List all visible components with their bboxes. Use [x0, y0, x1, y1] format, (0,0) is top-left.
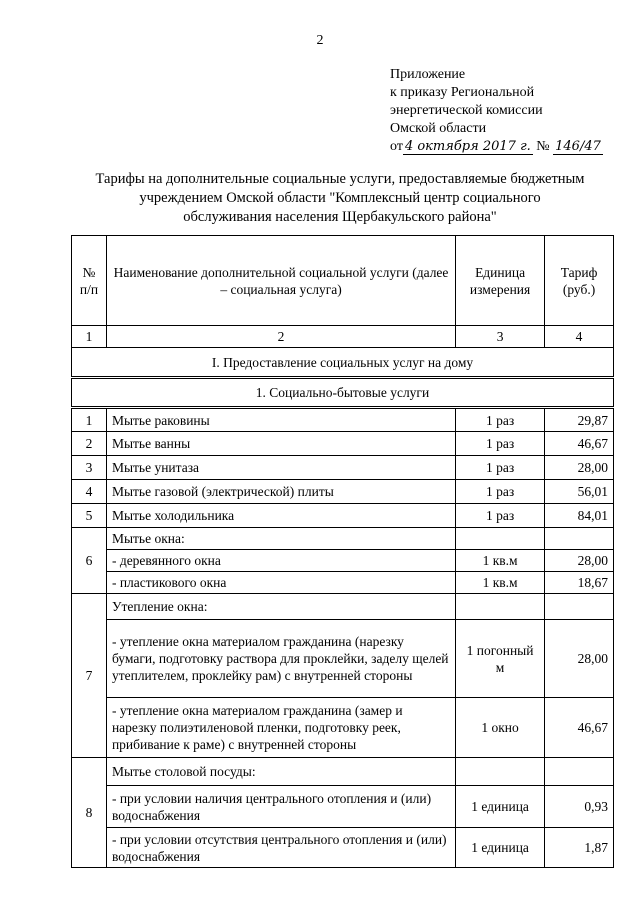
subrow-name: - при условии наличия центрального отопления и (или) водоснабжения [106, 786, 455, 828]
row-unit-empty [456, 528, 545, 550]
row-name: Мытье столовой посуды: [106, 758, 455, 786]
table-row [72, 432, 614, 456]
header-unit: Единица измерения [456, 236, 545, 326]
row-unit: 1 раз [456, 480, 545, 504]
title-line2: учреждением Омской области "Комплексный центр социального [139, 190, 541, 206]
row-name: Мытье газовой (электрической) плиты [106, 480, 455, 504]
row-name: Мытье унитаза [106, 456, 455, 480]
table-header-row [72, 236, 614, 326]
table-row [72, 758, 614, 786]
subrow-tariff: 28,00 [545, 550, 614, 572]
row-name: Мытье холодильника [106, 504, 455, 528]
row-name: Мытье ванны [106, 432, 455, 456]
appendix-block [390, 66, 603, 156]
subrow-tariff: 1,87 [545, 828, 614, 868]
col-number-3: 3 [456, 326, 545, 348]
table-row [72, 408, 614, 432]
table-row [72, 456, 614, 480]
row-num: 1 [72, 408, 107, 432]
table-subrow [72, 572, 614, 594]
table-subrow [72, 786, 614, 828]
tariff-table [71, 235, 614, 868]
row-name: Мытье раковины [106, 408, 455, 432]
row-tariff-empty [545, 528, 614, 550]
row-num: 6 [72, 528, 107, 594]
row-tariff-empty [545, 758, 614, 786]
header-tariff: Тариф (руб.) [545, 236, 614, 326]
row-unit-empty [456, 594, 545, 620]
header-name: Наименование дополнительной социальной услуги (далее – социальная услуга) [106, 236, 455, 326]
subrow-tariff: 0,93 [545, 786, 614, 828]
appendix-line4: Омской области [390, 121, 487, 136]
row-unit: 1 раз [456, 432, 545, 456]
section-title: I. Предоставление социальных услуг на дому [72, 348, 614, 378]
document-title [60, 170, 620, 227]
subrow-name: - утепление окна материалом гражданина (нарезку бумаги, подготовку раствора для проклейки, заделу щелей утеплителем, проклейку рам) с внутренней стороны [106, 620, 455, 698]
row-num: 7 [72, 594, 107, 758]
col-number-1: 1 [72, 326, 107, 348]
subsection-row [72, 378, 614, 408]
subrow-name: - утепление окна материалом гражданина (замер и нарезку полиэтиленовой пленки, подготовку реек, прибивание к раме) с внутренней стороны [106, 698, 455, 758]
row-tariff: 84,01 [545, 504, 614, 528]
col-number-4: 4 [545, 326, 614, 348]
page-number: 2 [316, 33, 324, 48]
subrow-unit: 1 кв.м [456, 550, 545, 572]
appendix-line1: Приложение [390, 67, 466, 82]
section-row [72, 348, 614, 378]
subrow-name: - при условии отсутствия центрального отопления и (или) водоснабжения [106, 828, 455, 868]
row-tariff: 46,67 [545, 432, 614, 456]
handwritten-date: 4 октября 2017 г. [404, 139, 531, 154]
row-unit-empty [456, 758, 545, 786]
table-row [72, 594, 614, 620]
row-num: 4 [72, 480, 107, 504]
subrow-tariff: 46,67 [545, 698, 614, 758]
col-number-2: 2 [106, 326, 455, 348]
title-line3: обслуживания населения Щербакульского района" [183, 209, 497, 225]
subrow-tariff: 28,00 [545, 620, 614, 698]
row-unit: 1 раз [456, 504, 545, 528]
table-row [72, 528, 614, 550]
date-prefix: от [390, 139, 403, 154]
handwritten-number: 146/47 [555, 139, 601, 154]
title-line1: Тарифы на дополнительные социальные услуги, предоставляемые бюджетным [95, 171, 585, 187]
row-unit: 1 раз [456, 456, 545, 480]
row-tariff: 56,01 [545, 480, 614, 504]
subrow-name: - деревянного окна [106, 550, 455, 572]
row-tariff-empty [545, 594, 614, 620]
column-number-row [72, 326, 614, 348]
row-num: 3 [72, 456, 107, 480]
subrow-unit: 1 окно [456, 698, 545, 758]
row-unit: 1 раз [456, 408, 545, 432]
table-subrow [72, 828, 614, 868]
table-subrow [72, 698, 614, 758]
subrow-unit: 1 единица [456, 786, 545, 828]
row-tariff: 29,87 [545, 408, 614, 432]
row-name: Утепление окна: [106, 594, 455, 620]
appendix-line2: к приказу Региональной [390, 85, 535, 100]
subrow-unit: 1 погонный м [456, 620, 545, 698]
row-num: 2 [72, 432, 107, 456]
subsection-title: 1. Социально-бытовые услуги [72, 378, 614, 408]
subrow-name: - пластикового окна [106, 572, 455, 594]
table-subrow [72, 620, 614, 698]
subrow-tariff: 18,67 [545, 572, 614, 594]
appendix-line3: энергетической комиссии [390, 103, 543, 118]
row-num: 8 [72, 758, 107, 868]
row-name: Мытье окна: [106, 528, 455, 550]
table-row [72, 480, 614, 504]
table-row [72, 504, 614, 528]
table-subrow [72, 550, 614, 572]
row-tariff: 28,00 [545, 456, 614, 480]
row-num: 5 [72, 504, 107, 528]
header-num: № п/п [72, 236, 107, 326]
number-prefix: № [536, 139, 550, 154]
subrow-unit: 1 кв.м [456, 572, 545, 594]
subrow-unit: 1 единица [456, 828, 545, 868]
appendix-date-line [390, 138, 603, 156]
